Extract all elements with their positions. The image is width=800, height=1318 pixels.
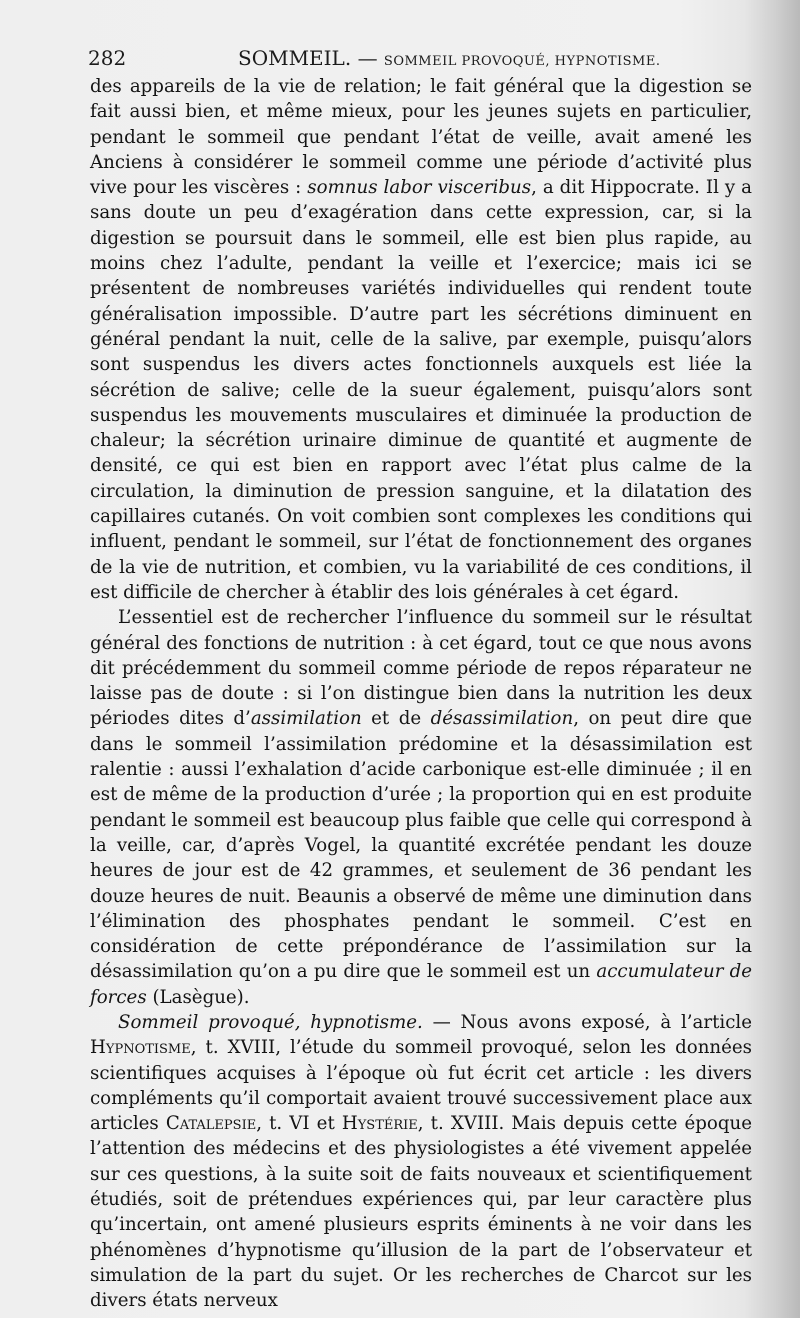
text-run: , a dit Hippocrate. Il y a sans doute un peu d’exagération dans cette expression, car, si la digestion se poursuit dans le sommeil, elle est bien plus rapide, au moins chez l’adulte, pendant la veille et l’exercice; mais ici se présentent de nombreuses variétés individuelles qui rendent toute généralisation impossible. D’autre part les sécrétions diminuent en général pendant la nuit, celle de la salive, par exemple, puisqu’alors sont suspendus les divers actes fonctionnels auxquels est liée la sécrétion de salive; celle de la sueur également, puisqu’alors sont suspendus les mouvements musculaires et diminuée la production de chaleur; la sécrétion urinaire diminue de quantité et augmente de densité, ce qui est bien en rapport avec l’état plus calme de la circulation, la diminution de pression sanguine, et la dilatation des capillaires cutanés. On voit combien sont complexes les conditions qui influent, pendant le sommeil, sur l’état de fonctionnement des organes de la vie de nutrition, et combien, vu la variabilité de ces conditions, il est difficile de chercher à établir des lois générales à cet égard.	[90, 177, 753, 603]
paragraph-1	[90, 74, 752, 605]
text-run: , t. VI et	[256, 1113, 342, 1135]
running-head	[238, 46, 661, 70]
article-reference: Hystérie	[341, 1113, 418, 1135]
text-run: L’essentiel est de rechercher l’influence du sommeil sur le résultat général des fonctions de nutrition : à cet égard, tout ce que nous avons dit précédemment du sommeil comme période de repos réparateur ne laisse pas de doute : si l’on distingue bien dans la nutrition les deux périodes dites d’	[90, 607, 752, 730]
text-run: — Nous avons exposé, à l’article	[422, 1011, 752, 1033]
section-heading: Sommeil provoqué, hypnotisme.	[118, 1011, 423, 1033]
text-run: et de	[361, 708, 431, 730]
emphasis: accumulateur de forces	[90, 961, 753, 1008]
article-reference: Hypnotisme	[90, 1037, 191, 1059]
body-text	[90, 74, 752, 1314]
emphasis: désassimilation	[430, 708, 574, 730]
emphasis: assimilation	[250, 708, 362, 730]
running-head-subtitle: SOMMEIL PROVOQUÉ, HYPNOTISME.	[383, 54, 661, 69]
paragraph-2	[90, 605, 752, 1010]
text-run: des appareils de la vie de relation; le fait général que la digestion se fait aussi bien, et même mieux, pour les jeunes sujets en particulier, pendant le sommeil que pendant l’état de veille, avait amené les Anciens à considérer le sommeil comme une période d’activité plus vive pour les viscères :	[90, 76, 752, 199]
text-run: (Lasègue).	[146, 986, 250, 1008]
text-run: , t. XVIII. Mais depuis cette époque l’attention des médecins et des physiologistes a été vivement appelée sur ces questions, à la suite soit de faits nouveaux et scientifiquement étudiés, soit de prétendues expériences qui, par leur caractère plus qu’incertain, ont amené plusieurs esprits éminents à ne voir dans les phénomènes d’hypnotisme qu’illusion de la part de l’observateur et simulation de la part du sujet. Or les recherches de Charcot sur les divers états nerveux	[90, 1113, 752, 1312]
article-reference: Catalepsie	[165, 1113, 257, 1135]
latin-quote: somnus labor visceribus	[307, 177, 532, 199]
text-run: , on peut dire que dans le sommeil l’assimilation prédomine et la désassimilation est ralentie : aussi l’exhalation d’acide carbonique est-elle diminuée ; il en est de même de la production d’urée ; la proportion qui en est produite pendant le sommeil est beaucoup plus faible que celle qui correspond à la veille, car, d’après Vogel, la quantité excrétée pendant les douze heures de jour est de 42 grammes, et seulement de 36 pendant les douze heures de nuit. Beaunis a observé de même une diminution dans l’élimination des phosphates pendant le sommeil. C’est en considération de cette prépondérance de l’assimilation sur la désassimilation qu’on a pu dire que le sommeil est un	[90, 708, 753, 983]
page-number: 282	[88, 46, 127, 70]
text-run: , t. XVIII, l’étude du sommeil provoqué, selon les données scientifiques acquises à l’époque où fut écrit cet article : les divers compléments qu’il comportait avaient trouvé successivement place aux articles	[90, 1037, 752, 1135]
running-head-title: SOMMEIL.	[238, 46, 352, 70]
page-header	[88, 42, 768, 72]
paragraph-3	[90, 1010, 752, 1314]
running-head-separator: —	[357, 46, 378, 70]
